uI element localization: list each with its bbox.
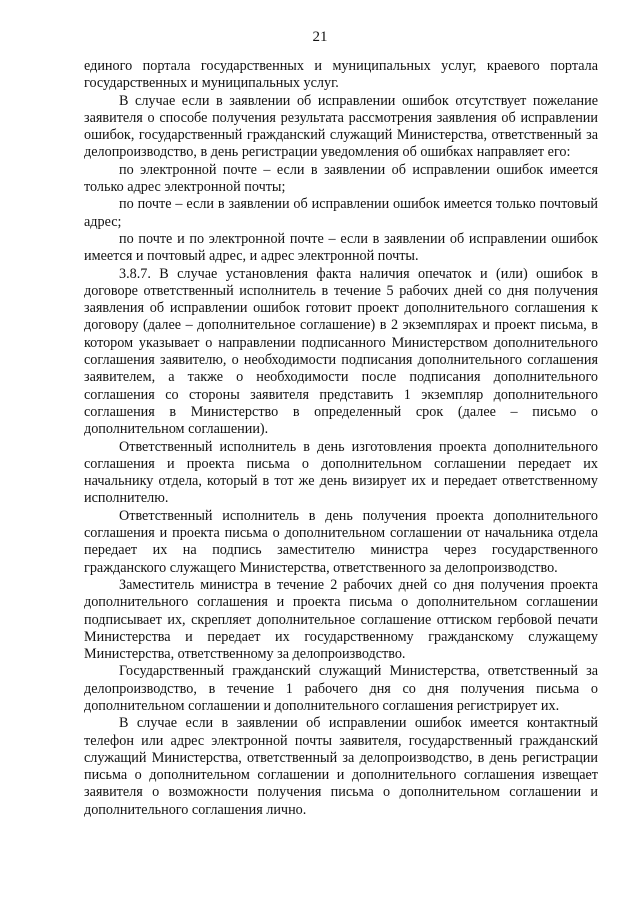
paragraph: по почте и по электронной почте – если в заявлении об исправлении ошибок имеется и почтовый адрес, и адрес электронной почты. [84, 230, 598, 265]
document-body [84, 58, 598, 819]
paragraph: по почте – если в заявлении об исправлении ошибок имеется только почтовый адрес; [84, 196, 598, 230]
paragraph: В случае если в заявлении об исправлении ошибок отсутствует пожелание заявителя о способе получения результата рассмотрения заявления об исправлении ошибок, государственный гражданский служащий Министерства, ответственный за делопроизводство, в день регистрации уведомления об ошибках направляет его: [84, 92, 598, 161]
paragraph: Ответственный исполнитель в день получения проекта дополнительного соглашения и проекта письма о дополнительном соглашении от начальника отдела передает их на подпись заместителю министра через государственного гражданского служащего Министерства, ответственного за делопроизводство. [84, 507, 598, 576]
paragraph: Заместитель министра в течение 2 рабочих дней со дня получения проекта дополнительного соглашения и проекта письма о дополнительном соглашении подписывает их, скрепляет дополнительное соглашение оттиском гербовой печати Министерства и передает их государственному гражданскому служащему Министерства, ответственному за делопроизводство. [84, 576, 598, 663]
paragraph: по электронной почте – если в заявлении об исправлении ошибок имеется только адрес электронной почты; [84, 161, 598, 196]
paragraph: В случае если в заявлении об исправлении ошибок имеется контактный телефон или адрес электронной почты заявителя, государственный гражданский служащий Министерства, ответственный за делопроизводство, в день регистрации письма о дополнительном соглашении и дополнительного соглашения извещает заявителя о возможности получения письма о дополнительном соглашении и дополнительного соглашения лично. [84, 715, 598, 818]
paragraph: Ответственный исполнитель в день изготовления проекта дополнительного соглашения и проекта письма о дополнительном соглашении передает их начальнику отдела, который в тот же день визирует их и передает ответственному исполнителю. [84, 438, 598, 507]
page-number: 21 [312, 29, 328, 45]
paragraph: единого портала государственных и муниципальных услуг, краевого портала государственных и муниципальных услуг. [84, 58, 598, 92]
paragraph: 3.8.7. В случае установления факта наличия опечаток и (или) ошибок в договоре ответственный исполнитель в течение 5 рабочих дней со дня получения заявления об исправлении ошибок готовит проект дополнительного соглашения к договору (далее – дополнительное соглашение) в 2 экземплярах и проект письма, в котором указывает о направлении подписанного Министерством дополнительного соглашения заявителю, о необходимости подписания дополнительного соглашения заявителем, а также о необходимости после подписания дополнительного соглашения со стороны заявителя представить 1 экземпляр дополнительного соглашения в Министерство в определенный срок (далее – письмо о дополнительном соглашении). [84, 265, 598, 438]
paragraph: Государственный гражданский служащий Министерства, ответственный за делопроизводство, в течение 1 рабочего дня со дня получения письма о дополнительном соглашении и дополнительного соглашения регистрирует их. [84, 663, 598, 714]
